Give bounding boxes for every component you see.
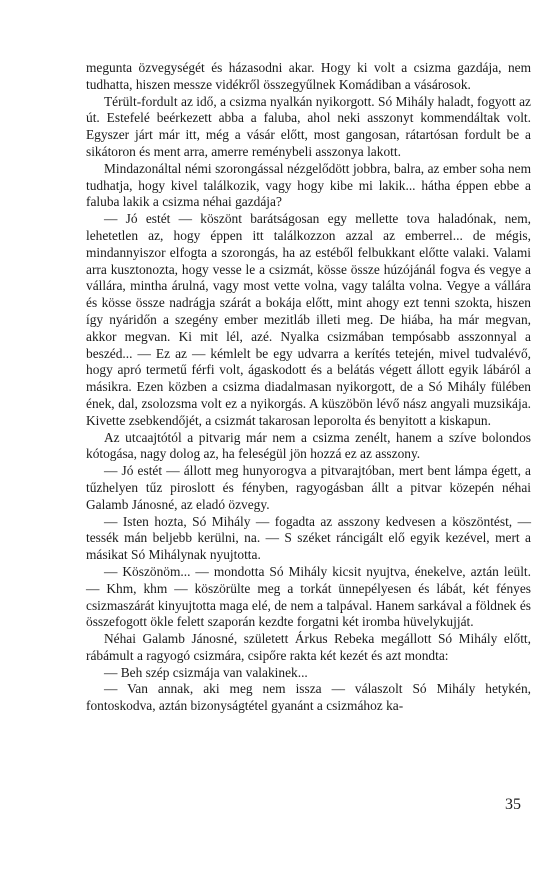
paragraph: Néhai Galamb Jánosné, született Árkus Rebeka megállott Só Mihály előtt, rábámult a ragyogó csizmára, csipőre rakta két kezét és azt mondta: xyxy=(86,631,531,663)
paragraph: Térült-fordult az idő, a csizma nyalkán nyikorgott. Só Mihály haladt, fogyott az út. Estefelé beérkezett abba a faluba, ahol neki asszonyt kommendáltak volt. Egyszer járt már itt, még a vásár előtt, most gangosan, rátartósan fordult be a sikátoron és ment arra, amerre reménybeli asszonya lakott. xyxy=(86,93,531,159)
paragraph: Mindazonáltal némi szorongással nézgelődött jobbra, balra, az ember soha nem tudhatja, hogy kivel találkozik, vagy hogy kibe mi lakik... hátha éppen ebbe a faluba lakik a csizma néhai gazdája? xyxy=(86,160,531,210)
paragraph: Az utcaajtótól a pitvarig már nem a csizma zenélt, hanem a szíve bolondos kótogása, nagy dolog az, ha feleségül jön hozzá ez az asszony. xyxy=(86,429,531,462)
paragraph: — Isten hozta, Só Mihály — fogadta az asszony kedvesen a köszöntést, — tessék mán beljebb kerülni, na. — S széket ráncigált elő egyik kezével, mert a másikat Só Mihálynak nyujtotta. xyxy=(86,513,531,563)
paragraph: — Jó estét — köszönt barátságosan egy mellette tova haladónak, nem, lehetetlen az, hogy éppen itt találkozzon azzal az emberrel... de mégis, mindannyiszor elfogta a szorongás, ha az estéből felbukkant előtte valaki. Valami arra kusztonozta, hogy vesse le a csizmát, kösse össze húzójánál fogva és vegye a vállára, mintha árulná, vagy most vette volna, vagy találta volna. Vegye a vállára és kösse össze nadrágja szárát a bokája előtt, mint ahogy ezt tenni szokta, hiszen így nyáridőn a szegény ember mezitláb illeti meg. De hiába, ha már megvan, akkor megvan. Ki mit lél, azé. Nyalka csizmában tempósabb asszonnyal a beszéd... — Ez az — kémlelt be egy udvarra a kerítés tetején, mivel tudvalévő, hogy apró termetű férfi volt, ágaskodott és a belátás végett állott egyik lábáról a másikra. Ezen közben a csizma diadalmasan nyikorgott, de a Só Mihály fülében ének, dal, zsolozsma volt ez a nyikorgás. A küszöbön lévő nász angyali muzsikája. Kivette zsebkendőjét, a csizmát takarosan leporolta és benyitott a kiskapun. xyxy=(86,211,531,428)
paragraph: — Van annak, aki meg nem issza — válaszolt Só Mihály hetykén, fontoskodva, aztán bizonyságtétel gyanánt a csizmához ka- xyxy=(86,681,531,714)
page-text xyxy=(86,60,531,715)
paragraph: — Köszönöm... — mondotta Só Mihály kicsit nyujtva, énekelve, aztán leült. — Khm, khm — köszörülte meg a torkát ünnepélyesen és lábát, két fényes csizmaszárát kinyujtotta maga elé, de nem a talpával. Hanem sarkával a földnek és összefogott ökle felett szaporán kezdte forgatni két iromba hüvelykujját. xyxy=(86,563,531,630)
paragraph: — Beh szép csizmája van valakinek... xyxy=(104,664,308,680)
paragraph: — Jó estét — állott meg hunyorogva a pitvarajtóban, mert bent lámpa égett, a tűzhelyen tűz piroslott és fényben, ragyogásban állt a pitvar közepén néhai Galamb Jánosné, az eladó özvegy. xyxy=(86,463,531,512)
paragraph: megunta özvegységét és házasodni akar. Hogy ki volt a csizma gazdája, nem tudhatta, hiszen messze vidékről összegyűlnek Komádiban a vásárosok. xyxy=(86,60,531,92)
page-number: 35 xyxy=(505,796,521,813)
